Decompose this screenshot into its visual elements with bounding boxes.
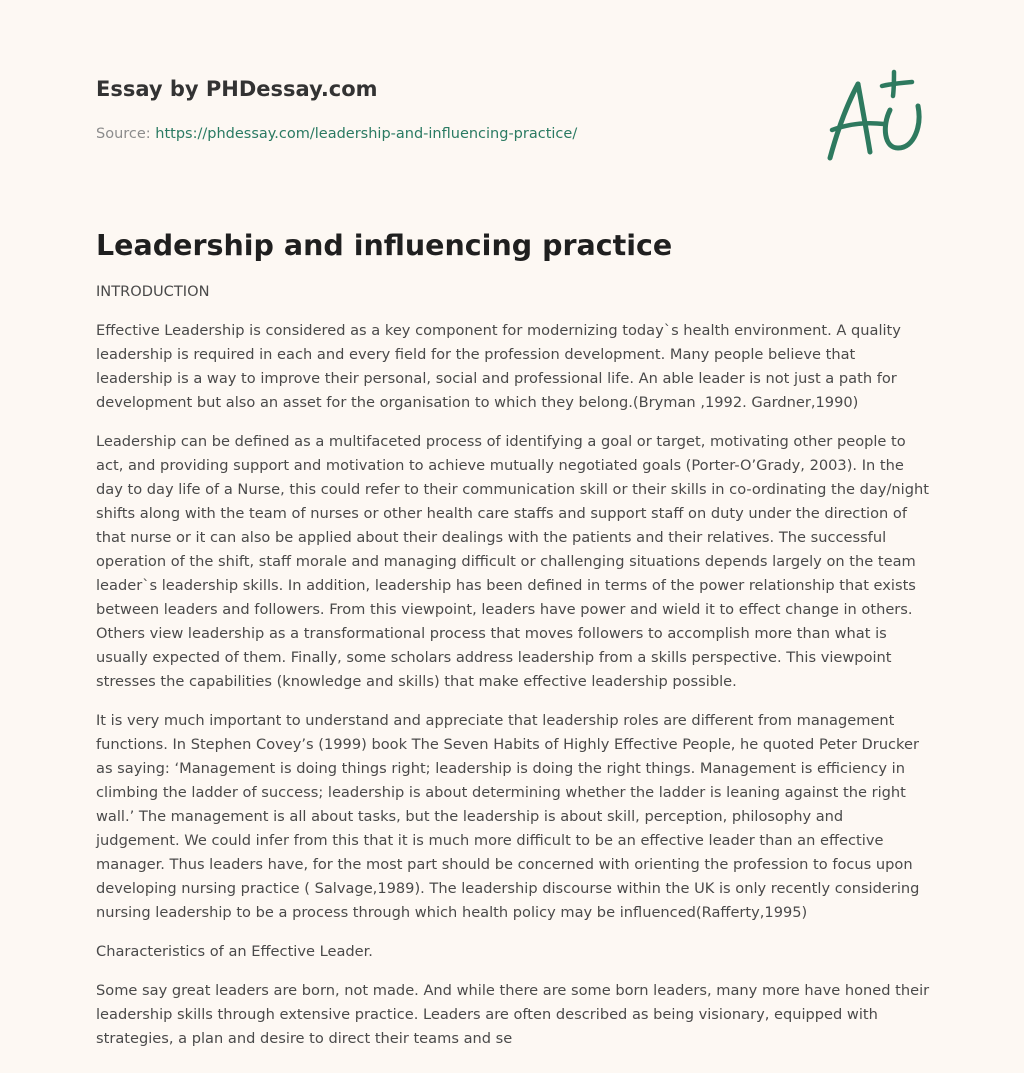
page-header xyxy=(96,74,796,144)
essay-paragraph: It is very much important to understand and appreciate that leadership roles are different from management functions. In Stephen Covey’s (1999) book The Seven Habits of Highly Effective People, he quoted Peter Drucker as saying: ‘Management is doing things right; leadership is doing the right things. Management is efficiency in climbing the ladder of success; leadership is about determining whether the ladder is leaning against the right wall.’ The management is all about tasks, but the leadership is about skill, perception, philosophy and judgement. We could infer from this that it is much more difficult to be an effective leader than an effective manager. Thus leaders have, for the most part should be concerned with orienting the profession to focus upon developing nursing practice ( Salvage,1989). The leadership discourse within the UK is only recently considering nursing leadership to be a process through which health policy may be influenced(Rafferty,1995) xyxy=(96,712,920,921)
source-link[interactable]: https://phdessay.com/leadership-and-influencing-practice/ xyxy=(155,126,578,142)
essay-content xyxy=(96,226,930,1066)
essay-paragraph: Some say great leaders are born, not made. And while there are some born leaders, many more have honed their leadership skills through extensive practice. Leaders are often described as being visionary, equipped with strategies, a plan and desire to direct their teams and se xyxy=(96,982,930,1047)
essay-title: Leadership and influencing practice xyxy=(96,229,673,262)
site-title: Essay by PHDessay.com xyxy=(96,77,378,101)
source-label: Source: xyxy=(96,126,151,142)
essay-paragraph: Characteristics of an Effective Leader. xyxy=(96,943,373,960)
essay-paragraph: Leadership can be defined as a multifaceted process of identifying a goal or target, motivating other people to act, and providing support and motivation to achieve mutually negotiated goals (Porter-O’Grady, 2003). In the day to day life of a Nurse, this could refer to their communication skill or their skills in co-ordinating the day/night shifts along with the team of nurses or other health care staffs and support staff on duty under the direction of that nurse or it can also be applied about their dealings with the patients and their relatives. The successful operation of the shift, staff morale and managing difficult or challenging situations depends largely on the team leader`s leadership skills. In addition, leadership has been defined in terms of the power relationship that exists between leaders and followers. From this viewpoint, leaders have power and wield it to effect change in others. Others view leadership as a transformational process that moves followers to accomplish more than what is usually expected of them. Finally, some scholars address leadership from a skills perspective. This viewpoint stresses the capabilities (knowledge and skills) that make effective leadership possible. xyxy=(96,433,929,690)
essay-paragraph: Effective Leadership is considered as a key component for modernizing today`s health environment. A quality leadership is required in each and every field for the profession development. Many people believe that leadership is a way to improve their personal, social and professional life. An able leader is not just a path for development but also an asset for the organisation to which they belong.(Bryman ,1992. Gardner,1990) xyxy=(96,322,901,411)
source-line xyxy=(96,124,796,144)
essay-paragraph: INTRODUCTION xyxy=(96,283,210,300)
a-plus-logo-icon xyxy=(818,66,930,166)
